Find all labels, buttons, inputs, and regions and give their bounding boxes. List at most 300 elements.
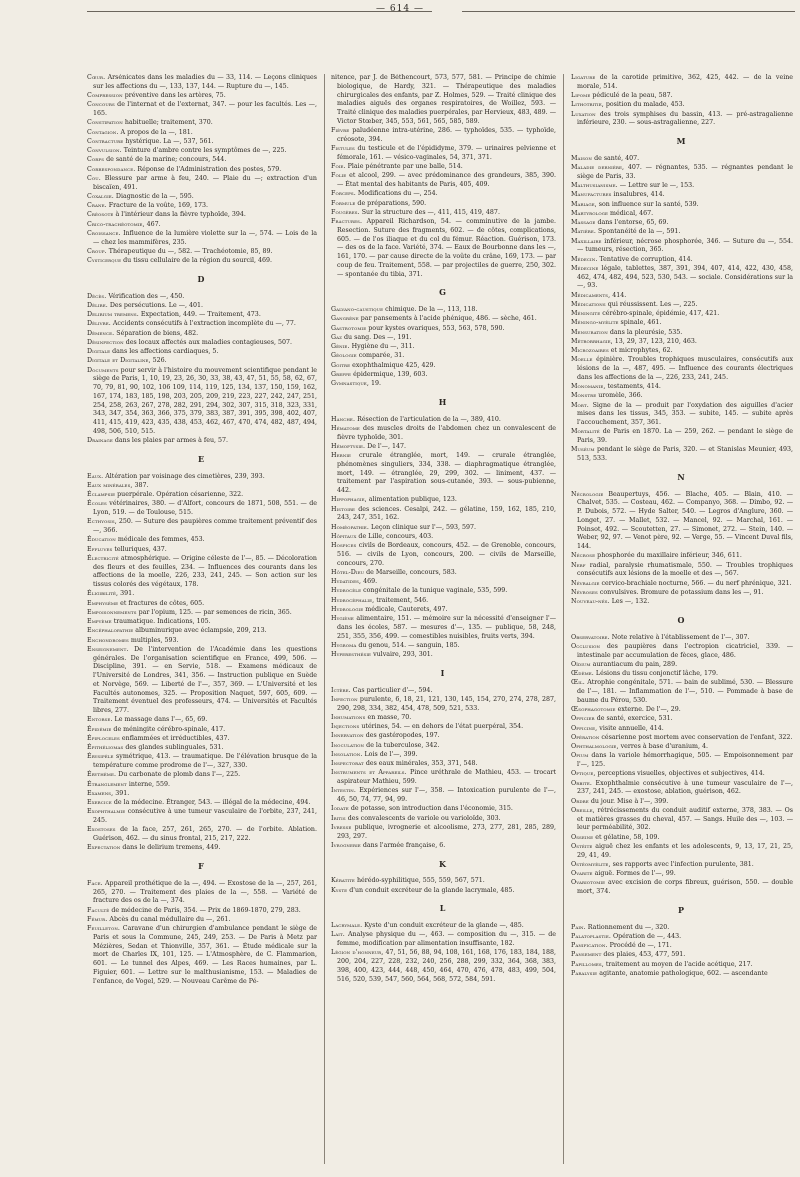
index-entry bbox=[87, 907, 317, 916]
index-entry bbox=[87, 330, 317, 339]
entry-term: Nécrologie bbox=[571, 490, 604, 498]
entry-text: 13, 29, 37, 123, 210, 463. bbox=[614, 337, 697, 345]
entry-term: Épidémie bbox=[87, 725, 112, 733]
index-entry bbox=[87, 348, 317, 357]
section-letter: E bbox=[197, 453, 207, 464]
entry-text: congénitale de la tunique vaginale, 535, 599. bbox=[363, 587, 508, 595]
entry-term: Érythème. bbox=[87, 771, 117, 779]
entry-term: Médicaments, bbox=[571, 291, 611, 299]
entry-text: telluriques, 437. bbox=[114, 545, 167, 553]
entry-term: Ivrognerie bbox=[331, 841, 361, 849]
section-letter: P bbox=[677, 904, 686, 915]
entry-term: Face. bbox=[87, 879, 103, 887]
index-entry bbox=[87, 844, 317, 853]
entry-text: Séparation de biens, 482. bbox=[116, 329, 199, 337]
index-entry bbox=[87, 248, 317, 257]
entry-term: Métrorrhagie, bbox=[571, 337, 613, 345]
entry-term: Malthusianisme. bbox=[571, 182, 618, 189]
entry-text: crurale étranglée, mort, 149. — crurale étranglée, phénomènes singuliers, 334, 338. — diaphragmatique étranglée, mort, 149. — étranglée, 29, 299, 302. — liniment, 437. — traitement par l'aspiration sous-cutanée, 393. — sous-pubienne, 442. bbox=[337, 452, 556, 494]
entry-term: Pansement bbox=[571, 951, 602, 959]
entry-text: position du malade, 453. bbox=[605, 101, 685, 109]
index-entry bbox=[571, 634, 793, 643]
entry-term: Ovariotomie bbox=[571, 879, 606, 887]
index-entry bbox=[331, 172, 556, 190]
entry-term: Effluves bbox=[87, 545, 113, 553]
entry-term: Eaux minérales, bbox=[87, 481, 133, 489]
index-entry bbox=[331, 815, 556, 824]
entry-text: 414. bbox=[612, 291, 627, 299]
index-entry bbox=[571, 933, 793, 942]
entry-term: Contagion. bbox=[87, 128, 119, 136]
entry-text: ses rapports avec l'infection purulente, 381. bbox=[612, 860, 754, 868]
entry-text: des paupières dans l'ectropion cicatriciel, 339. — intestinale par accumulation de fèces, glace, 486. bbox=[577, 642, 793, 659]
entry-text: cérébro-spinale, épidémie, 417, 421. bbox=[602, 310, 720, 317]
entry-text: du tissu cellulaire de la région du sourcil, 469. bbox=[123, 257, 273, 264]
entry-text: Les —, 132. bbox=[611, 598, 650, 605]
entry-text: Signe de la — produit par l'oxydation des aiguilles d'acier mises dans les tissus, 345, 353. — subite, 145. — subite après l'accouchement, 357, 361. bbox=[577, 401, 793, 426]
entry-term: Géologie bbox=[331, 352, 357, 360]
index-entry bbox=[87, 491, 317, 500]
entry-term: Œsophagotomie bbox=[571, 706, 616, 713]
index-entry bbox=[571, 961, 793, 970]
entry-term: Fougères. bbox=[331, 208, 360, 216]
entry-term: Insolation. bbox=[331, 750, 363, 758]
entry-term: Hydrocèle bbox=[331, 587, 362, 595]
index-entry bbox=[571, 879, 793, 897]
entry-text: uromèle, 366. bbox=[598, 392, 643, 400]
entry-term: Nécrose bbox=[571, 552, 596, 560]
entry-text: de Lille, concours, 403. bbox=[358, 532, 434, 540]
index-entry bbox=[571, 428, 793, 446]
index-entry bbox=[87, 618, 317, 627]
entry-term: Épithéliomas bbox=[87, 744, 124, 751]
entry-term: Névroses bbox=[571, 588, 598, 596]
entry-text: dans la variole hémorrhagique, 505. — Empoisonnement par l'—, 125. bbox=[577, 752, 793, 768]
index-entry bbox=[87, 637, 317, 646]
index-entry bbox=[571, 715, 793, 724]
index-entry bbox=[571, 670, 793, 679]
entry-text: césarienne post mortem avec conservation de l'enfant, 322. bbox=[601, 733, 793, 741]
entry-text: de préparations, 590. bbox=[357, 199, 427, 207]
entry-term: Exercice bbox=[87, 799, 112, 806]
entry-term: Hippophagie, bbox=[331, 496, 367, 504]
entry-text: pendant le siège de Paris, 320. — et Stanislas Meunier, 493, 513, 533. bbox=[577, 446, 793, 462]
entry-text: et gélatine, 58, 109. bbox=[595, 833, 660, 841]
index-entry bbox=[87, 92, 317, 101]
index-entry bbox=[331, 651, 556, 660]
page-number: — 614 — bbox=[376, 4, 424, 14]
entry-term: Opium bbox=[571, 752, 589, 760]
entry-text: de potasse, son introduction dans l'économie, 315. bbox=[350, 805, 513, 813]
entry-term: Homéopathie. bbox=[331, 523, 369, 531]
entry-term: Folie bbox=[331, 172, 347, 180]
entry-text: préventive dans les artères, 75. bbox=[124, 92, 226, 99]
entry-text: par l'opium, 125. — par semences de ricin, 365. bbox=[138, 608, 292, 616]
entry-text: des locaux affectés aux maladies contagieuses, 507. bbox=[125, 338, 293, 346]
entry-text: du testicule et de l'épididyme, 379. — urinaires pelvienne et fémorale, 161. — vésico-vaginales, 54, 371, 371. bbox=[337, 145, 556, 161]
entry-term: Concours bbox=[87, 101, 115, 109]
entry-text: aiguë chez les enfants et les adolescents, 9, 13, 17, 21, 25, 29, 41, 49. bbox=[577, 842, 793, 859]
index-entry bbox=[571, 228, 793, 237]
index-entry bbox=[331, 416, 556, 425]
entry-text: des eaux minérales, 353, 371, 548. bbox=[365, 760, 478, 767]
entry-term: Hématome bbox=[331, 424, 360, 432]
entry-term: Manufactures bbox=[571, 191, 612, 199]
entry-term: Ictère. bbox=[331, 686, 351, 694]
entry-text: par pansements à l'acide phénique, 486. — sèche, 461. bbox=[360, 315, 537, 323]
entry-text: Fracture de la voûte, 169, 173. bbox=[108, 202, 208, 209]
entry-text: de méningite cérébro-spinale, 417. bbox=[113, 725, 226, 733]
index-entry bbox=[331, 343, 556, 352]
entry-text: de médecine de Paris, 354. — Prix de 1869-1870, 279, 283. bbox=[111, 906, 301, 914]
index-entry bbox=[571, 770, 793, 779]
entry-term: Encéphalopathie bbox=[87, 627, 134, 635]
index-entry bbox=[571, 834, 793, 843]
entry-term: Hernie bbox=[331, 452, 352, 459]
index-entry bbox=[331, 352, 556, 361]
entry-text: Réponse de l'Administration des postes, 579. bbox=[137, 165, 282, 173]
index-entry bbox=[571, 155, 793, 164]
entry-text: et fractures de côtes, 605. bbox=[120, 599, 205, 607]
entry-text: des plaies, 453, 477, 591. bbox=[603, 951, 686, 959]
entry-term: Monomanie, bbox=[571, 383, 606, 390]
entry-text: convulsives. Bromure de potassium dans les —, 91. bbox=[599, 588, 764, 596]
entry-text: Appareil prothétique de la —, 494. — Exostose de la —, 257, 261, 265, 270. — Traitement des plaies de la —, 558. — Variété de fracture des os de la —, 374. bbox=[93, 879, 317, 905]
entry-term: Hanche. bbox=[331, 415, 356, 423]
index-entry bbox=[87, 473, 317, 482]
entry-term: Instruments et Appareils. bbox=[331, 769, 407, 777]
entry-text: aiguë. Formes de l'—, 99. bbox=[594, 870, 676, 877]
entry-term: Formule bbox=[331, 199, 356, 207]
entry-text: Note relative à l'établissement de l'—, 307. bbox=[611, 633, 750, 641]
entry-term: Forceps. bbox=[331, 190, 356, 198]
index-entry bbox=[331, 760, 556, 769]
entry-text: albuminurique avec éclampsie, 209, 213. bbox=[135, 627, 267, 635]
entry-text: purulente, 6, 18, 21, 121, 130, 145, 154, 270, 274, 278, 287, 290, 298, 334, 382, 454, 478, 509, 521, 533. bbox=[337, 695, 556, 712]
entry-text: Expériences sur l'—, 358. — Intoxication purulente de l'—, 46, 50, 74, 77, 94, 99. bbox=[337, 787, 556, 803]
index-entry bbox=[331, 74, 556, 127]
index-entry bbox=[331, 751, 556, 760]
entry-term: Électricité bbox=[87, 554, 119, 562]
index-entry bbox=[331, 887, 556, 896]
entry-text: dans le delirium tremens, 449. bbox=[122, 844, 221, 852]
index-entry bbox=[87, 482, 317, 491]
index-entry bbox=[571, 643, 793, 661]
entry-term: Gaz bbox=[331, 333, 342, 341]
index-entry bbox=[87, 880, 317, 906]
index-entry bbox=[571, 74, 793, 92]
index-entry bbox=[571, 338, 793, 347]
entry-term: Orbite. bbox=[571, 779, 592, 787]
entry-term: Exostoses bbox=[87, 826, 116, 834]
index-entry bbox=[87, 339, 317, 348]
entry-term: Lacrymale. bbox=[331, 922, 363, 929]
entry-text: spinale, 461. bbox=[620, 319, 662, 327]
index-entry bbox=[571, 392, 793, 401]
entry-term: Ostéite bbox=[571, 842, 593, 850]
entry-text: à l'intérieur dans la fièvre typhoïde, 394. bbox=[115, 211, 246, 219]
entry-term: Corps bbox=[87, 156, 105, 164]
index-entry bbox=[331, 145, 556, 163]
entry-text: Hygiène du —, 311. bbox=[351, 343, 415, 350]
entry-term: Hydrologie bbox=[331, 605, 364, 613]
index-entry bbox=[571, 589, 793, 598]
entry-term: Hygroma bbox=[331, 641, 357, 649]
section-letter: G bbox=[439, 287, 448, 298]
entry-text: inférieur, nécrose phosphorée, 346. — Suture du —, 554. — tumeurs, résection, 365. bbox=[577, 237, 793, 254]
entry-text: Teinture d'ambre contre les symptômes de —, 225. bbox=[123, 147, 287, 154]
index-entry bbox=[571, 446, 793, 464]
index-entry bbox=[331, 949, 556, 984]
index-entry bbox=[87, 74, 317, 92]
entry-text: testaments, 414. bbox=[607, 383, 661, 390]
entry-term: Gastrotomie bbox=[331, 324, 367, 332]
index-entry bbox=[87, 147, 317, 156]
index-entry bbox=[87, 500, 317, 518]
entry-text: radial, paralysie rhumatismale, 550. — Troubles trophiques consécutifs aux lésions de la moelle et des —, 567. bbox=[577, 561, 793, 578]
index-entry bbox=[87, 799, 317, 808]
entry-text: Analyse physique du —, 463. — composition du —, 315. — de femme, modification par alimentation insuffisante, 182. bbox=[337, 931, 556, 947]
entry-term: Drainage bbox=[87, 437, 113, 444]
entry-text: Modifications du —, 254. bbox=[357, 190, 438, 198]
entry-text: Des persécutions. Le —, 401. bbox=[109, 301, 204, 309]
entry-term: Empoisonnements bbox=[87, 608, 137, 616]
entry-term: Officier bbox=[571, 715, 595, 723]
index-entry bbox=[87, 735, 317, 744]
index-entry bbox=[331, 218, 556, 279]
entry-term: Crane. bbox=[87, 202, 107, 209]
entry-text: vulvaire, 293, 301. bbox=[373, 651, 433, 658]
entry-text: dans les plaies par armes à feu, 57. bbox=[114, 437, 229, 444]
entry-text: paludéenne intra-utérine, 286. — typhoïdes, 535. — typhoïde, créosote, 394. bbox=[337, 127, 556, 143]
entry-text: Cas particulier d'—, 594. bbox=[352, 686, 433, 694]
index-entry bbox=[331, 742, 556, 751]
section-letter: H bbox=[438, 396, 449, 407]
entry-term: Feuilleton. bbox=[87, 925, 121, 932]
entry-text: médical, 467. bbox=[610, 209, 654, 217]
index-entry bbox=[87, 156, 317, 165]
entry-term: Martyrologe bbox=[571, 209, 609, 217]
entry-term: Exophthalmie bbox=[87, 808, 126, 816]
index-entry bbox=[87, 357, 317, 366]
index-entry bbox=[331, 578, 556, 587]
entry-term: Ligature bbox=[571, 74, 596, 81]
entry-text: Influence de la lumière violette sur la —, 574. — Lois de la — chez les mammifères, 235. bbox=[93, 229, 317, 246]
entry-term: Hydrocéphalie, bbox=[331, 596, 375, 604]
entry-term: Enseignement. bbox=[87, 645, 129, 653]
entry-term: Eaux. bbox=[87, 472, 104, 480]
entry-text: de santé, exercice, 531. bbox=[596, 715, 673, 723]
index-entry bbox=[87, 320, 317, 329]
entry-text: de la tuberculose, 342. bbox=[366, 741, 440, 749]
entry-text: Atrophie congénitale, 571. — bain de sublimé, 530. — Blessure de l'—, 181. — Inflammation de l'—, 510. — Pommade à base de baume du Pérou, 530. bbox=[577, 679, 793, 704]
entry-text: 407. — régnantes, 535. — régnantes pendant le siège de Paris, 33. bbox=[577, 164, 793, 180]
index-entry bbox=[87, 293, 317, 302]
entry-term: Intestin. bbox=[331, 787, 356, 795]
entry-term: Entorse. bbox=[87, 716, 113, 724]
entry-text: consécutive à une tumeur vasculaire de l'orbite, 237, 241, 245. bbox=[93, 808, 317, 824]
entry-term: Névralgie bbox=[571, 579, 600, 587]
entry-term: Hôtel-Dieu bbox=[331, 568, 365, 576]
entry-term: Digitale bbox=[87, 348, 111, 355]
entry-term: Inoculation bbox=[331, 741, 365, 749]
entry-term: Hyperesthésie bbox=[331, 651, 372, 658]
entry-term: Éclampsie bbox=[87, 491, 116, 498]
index-entry bbox=[571, 383, 793, 392]
index-entry bbox=[331, 524, 556, 533]
index-entry bbox=[571, 329, 793, 338]
entry-term: Greffe bbox=[331, 370, 352, 378]
index-entry bbox=[331, 769, 556, 787]
index-entry bbox=[331, 163, 556, 172]
entry-text: de la médecine. Étranger, 543. — illégal de la médecine, 494. bbox=[113, 799, 311, 806]
entry-term: Méningite bbox=[571, 310, 601, 317]
index-entry bbox=[87, 175, 317, 193]
entry-term: Médecine bbox=[571, 264, 599, 272]
entry-text: De l'—, 147. bbox=[367, 442, 406, 450]
entry-term: Foie. bbox=[331, 163, 346, 170]
entry-text: Tentative de corruption, 414. bbox=[599, 255, 693, 263]
entry-term: Hygiène bbox=[331, 615, 354, 622]
index-entry bbox=[331, 190, 556, 199]
entry-text: multiples, 593. bbox=[130, 636, 179, 644]
index-entry bbox=[87, 166, 317, 175]
entry-text: Lois de l'—, 399. bbox=[364, 750, 418, 758]
index-entry bbox=[571, 552, 793, 561]
index-entry bbox=[87, 753, 317, 771]
entry-term: Lithotritie, bbox=[571, 101, 604, 109]
entry-text: Le massage dans l'—, 65, 69. bbox=[114, 716, 208, 724]
entry-text: Caravane d'un chirurgien d'ambulance pendant le siège de Paris et sous la Commune, 245, 249, 253. — De Paris à Metz par Mézières, Sedan et Thionville, 357, 361. — Étude médicale sur la mort de Charles IX, 101, 125. — L'Atmosphère, de C. Flammarion, 601. — Le tunnel des Alpes, 469. — Les Races humaines, par L. Figuier, 601. — Lettre sur le malthusianisme, 153. — Maladies de l'enfance, de Vogel, 529. — Nouveau Carême de Pé- bbox=[93, 925, 317, 985]
entry-term: Maxillaire bbox=[571, 237, 602, 245]
index-entry bbox=[331, 615, 556, 641]
index-entry bbox=[87, 790, 317, 799]
index-entry bbox=[571, 292, 793, 301]
index-entry bbox=[331, 787, 556, 805]
entry-text: médicale, Cauterets, 497. bbox=[365, 605, 448, 613]
index-entry bbox=[571, 219, 793, 228]
index-entry bbox=[87, 590, 317, 599]
index-entry bbox=[331, 362, 556, 371]
index-entry bbox=[87, 518, 317, 536]
entry-text: son influence sur la santé, 539. bbox=[598, 200, 699, 208]
entry-text: du sang. Des —, 191. bbox=[344, 333, 412, 341]
index-entry bbox=[571, 256, 793, 265]
index-entry bbox=[87, 202, 317, 211]
section-letter: I bbox=[440, 667, 447, 678]
index-entry bbox=[331, 209, 556, 218]
entry-text: habituelle; traitement, 370. bbox=[124, 119, 213, 127]
entry-term: Palatoplastie. bbox=[571, 932, 611, 940]
index-entry bbox=[571, 598, 793, 607]
entry-text: Rationnement du —, 320. bbox=[587, 923, 670, 931]
entry-text: atmosphérique. — Origine céleste de l'—, 85. — Décoloration des fleurs et des feuilles, 234. — Influences des courants dans les affections de la moelle, 226, 233, 241, 245. — Son action sur les tissus colorés des végétaux, 178. bbox=[93, 554, 317, 588]
entry-text: de santé de la marine; concours, 544. bbox=[106, 156, 227, 164]
entry-term: Nouveau-nés. bbox=[571, 598, 610, 605]
entry-term: Oïdium bbox=[571, 660, 591, 668]
entry-term: Fistules bbox=[331, 145, 355, 152]
entry-text: — Lettre sur le —, 153. bbox=[619, 182, 695, 189]
entry-term: Expectation bbox=[87, 844, 121, 852]
entry-text: de santé, 407. bbox=[594, 154, 640, 162]
entry-text: 47, 51, 56, 88, 94, 108, 161, 168, 176, 183, 184, 188, 200, 204, 227, 228, 232, 240, 256, 288, 299, 332, 364, 368, 383, 398, 400, 423, 444, 448, 450, 464, 470, 476, 478, 483, 499, 504, 516, 520, 539, 547, 560, 564, 568, 572, 584, 591. bbox=[337, 949, 556, 983]
entry-text: verres à base d'uranium, 4. bbox=[620, 743, 709, 750]
entry-term: Infection bbox=[331, 695, 358, 703]
entry-text: des sciences. Cesalpi, 242. — gélatine, 159, 162, 185, 210, 243, 247, 351, 162. bbox=[337, 505, 556, 522]
entry-text: 387. bbox=[134, 481, 149, 489]
entry-term: Luxation bbox=[571, 110, 596, 118]
entry-text: de Marseille, concours, 583. bbox=[366, 568, 457, 576]
entry-text: Lésions du tissu conjonctif lâche, 179. bbox=[595, 670, 718, 677]
index-entry bbox=[87, 311, 317, 320]
entry-text: vétérinaires, 380. — d'Alfort, concours de 1871, 508, 551. — de Lyon, 519. — de Toulouse, 515. bbox=[93, 500, 317, 516]
entry-term: Décès. bbox=[87, 292, 107, 300]
index-entry bbox=[87, 367, 317, 437]
entry-term: Cou. bbox=[87, 174, 101, 182]
entry-text: Du carbonate de plomb dans l'—, 225. bbox=[118, 771, 241, 779]
index-entry bbox=[571, 924, 793, 933]
section-letter: D bbox=[197, 273, 207, 284]
entry-text: agitante, anatomie pathologique, 602. — ascendante bbox=[599, 969, 768, 977]
index-entry bbox=[87, 600, 317, 609]
entry-term: Enchondromes bbox=[87, 636, 129, 644]
entry-term: Constipation bbox=[87, 119, 123, 127]
index-entry bbox=[331, 200, 556, 209]
entry-text: nitence, par J. de Béthencourt, 573, 577, 581. — Principe de chimie biologique, de Hardy, 321. — Thérapeutique des maladies chirurgicales des enfants, par Z. Holmes, 529. — Traité clinique des maladies aiguës des organes respiratoires, de Woillez, 593. — Traité clinique des maladies puerpérales, par Hervieux, 483, 489. — Victor Stœber, 345, 553, 561, 565, 585, 589. bbox=[331, 74, 556, 125]
section-letter: F bbox=[198, 861, 206, 871]
entry-text: traitement au moyen de l'acide acétique, 217. bbox=[605, 960, 753, 968]
entry-text: médicale des femmes, 453. bbox=[117, 536, 205, 544]
entry-text: insalubres, 414. bbox=[613, 191, 665, 199]
index-entry bbox=[571, 807, 793, 833]
index-entry bbox=[331, 452, 556, 496]
index-entry bbox=[571, 706, 793, 715]
column-divider bbox=[563, 74, 564, 1164]
index-entry bbox=[87, 726, 317, 735]
entry-term: Gymnastique, bbox=[331, 380, 369, 387]
index-entry bbox=[87, 925, 317, 986]
entry-text: chimique. De la —, 113, 118. bbox=[385, 306, 478, 313]
entry-text: dans l'entorse, 65, 69. bbox=[597, 219, 669, 226]
index-entry bbox=[87, 437, 317, 446]
index-entry bbox=[331, 922, 556, 931]
entry-text: Blessure par arme à feu, 240. — Plaie du —; extraction d'un biscaïen, 491. bbox=[93, 174, 317, 191]
entry-text: De l'intervention de l'Académie dans les questions générales. De l'organisation scientifique en France, 499, 506. — Discipline, 391. — en Servie, 518. — Examens médicaux de l'Université de Londres, 341, 356. — Instruction publique en Suède et Norvège, 569. — Liberté de l'—, 357, 369. — L'Université et les Facultés autonomes, 325. — Proposition Naquet, 597, 605, 609. — Traitement éventuel des professeurs, 474. — Universités et Facultés libres, 277. bbox=[93, 645, 317, 714]
index-entry bbox=[331, 443, 556, 452]
entry-term: Démence. bbox=[87, 329, 115, 337]
entry-term: Mortalité bbox=[571, 428, 600, 436]
entry-text: qui réussissent. Les —, 225. bbox=[607, 300, 698, 308]
index-entry bbox=[571, 319, 793, 328]
index-entry bbox=[87, 826, 317, 844]
entry-term: Délivre. bbox=[87, 320, 111, 328]
entry-text: Exophthalmie consécutive à une tumeur vasculaire de l'—, 237, 241, 245. — exostose, ablation, guérison, 462. bbox=[577, 779, 793, 796]
entry-term: Fièvre bbox=[331, 127, 350, 134]
entry-text: légale, tablettes, 387, 391, 394, 407, 414, 422, 430, 458, 462, 474, 482, 494, 523, 530, 543. — sociale. Considérations sur la —, 93. bbox=[577, 264, 793, 290]
index-entry bbox=[571, 562, 793, 580]
index-entry bbox=[87, 546, 317, 555]
entry-term: Delirium tremens. bbox=[87, 311, 139, 318]
entry-text: A propos de la —, 181. bbox=[120, 128, 193, 136]
entry-text: avec excision de corps fibreux, guérison, 550. — double mort, 374. bbox=[577, 879, 793, 895]
index-entry bbox=[331, 606, 556, 615]
entry-text: et microphytes, 62. bbox=[610, 347, 673, 354]
entry-text: Spontanéité de la —, 591. bbox=[598, 228, 681, 236]
index-entry bbox=[331, 732, 556, 741]
index-entry bbox=[87, 808, 317, 826]
index-entry bbox=[331, 569, 556, 578]
index-entry bbox=[571, 101, 793, 110]
